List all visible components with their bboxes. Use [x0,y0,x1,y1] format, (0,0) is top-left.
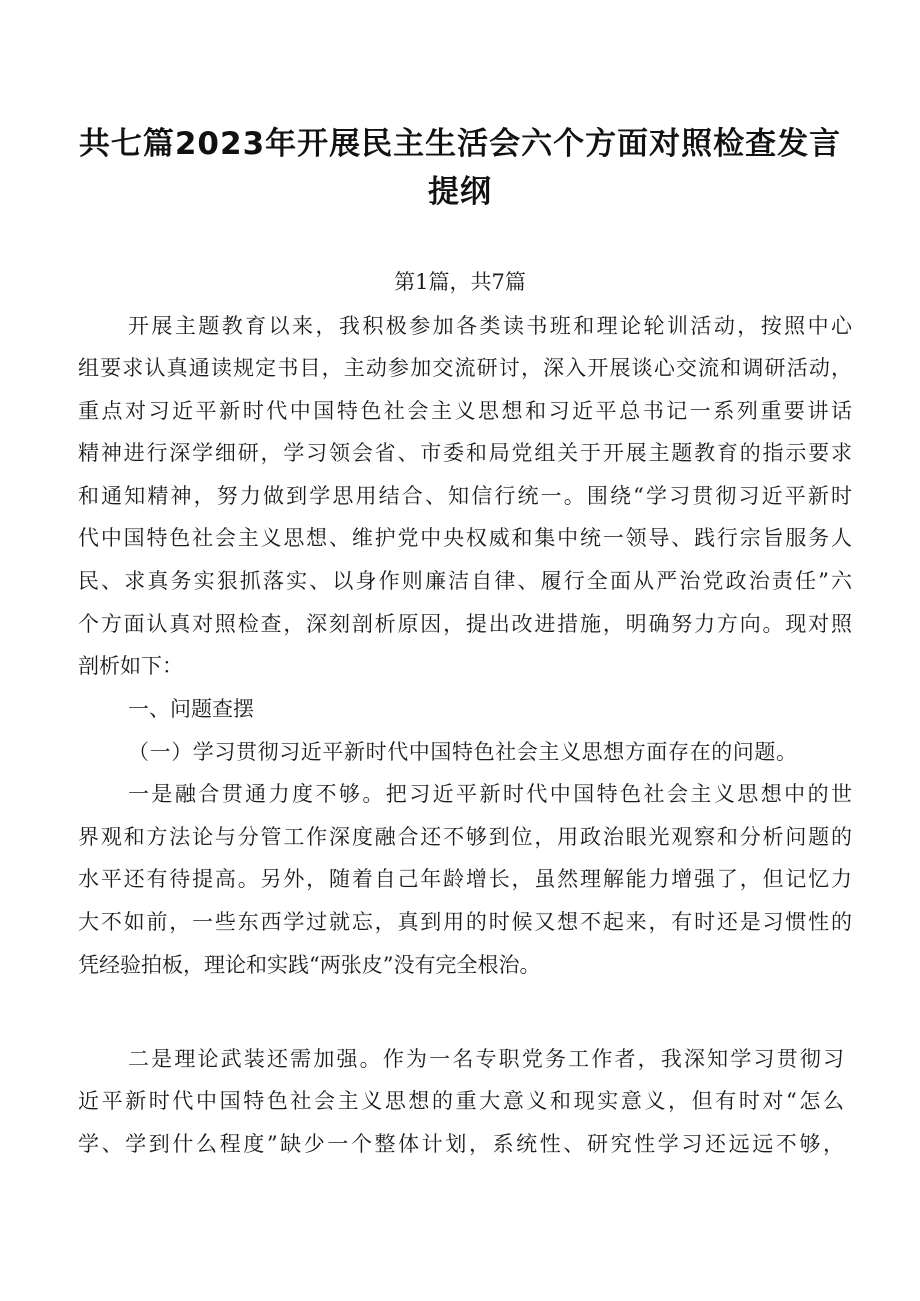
text-line: 水平还有待提高。另外，随着自己年龄增长，虽然理解能力增强了，但记忆力 [78,867,852,891]
text-line: 代中国特色社会主义思想、维护党中央权威和集中统一领导、践行宗旨服务人 [78,526,852,550]
subsection-heading: （一）学习贯彻习近平新时代中国特色社会主义思想方面存在的问题。 [128,740,798,764]
text-line: 一是融合贯通力度不够。把习近平新时代中国特色社会主义思想中的世 [128,782,852,806]
text-line: 组要求认真通读规定书目，主动参加交流研讨，深入开展谈心交流和调研活动， [78,356,852,380]
text-line: 民、求真务实狠抓落实、以身作则廉洁自律、履行全面从严治党政治责任”六 [78,569,852,593]
text-line: 和通知精神，努力做到学思用结合、知信行统一。围绕“学习贯彻习近平新时 [78,484,852,508]
document-title-line-2: 提纲 [428,174,492,210]
text-line: 二是理论武装还需加强。作为一名专职党务工作者，我深知学习贯彻习 [128,1047,844,1071]
text-line: 个方面认真对照检查，深刻剖析原因，提出改进措施，明确努力方向。现对照 [78,612,852,636]
text-line: 重点对习近平新时代中国特色社会主义思想和习近平总书记一系列重要讲话 [78,399,852,423]
document-title-line-1: 共七篇2023年开展民主生活会六个方面对照检查发言 [78,126,842,162]
text-line: 学、学到什么程度”缺少一个整体计划，系统性、研究性学习还远远不够， [78,1132,844,1156]
text-line: 开展主题教育以来，我积极参加各类读书班和理论轮训活动，按照中心 [128,314,852,338]
text-line: 精神进行深学细研，学习领会省、市委和局党组关于开展主题教育的指示要求 [78,441,852,465]
text-line: 凭经验拍板，理论和实践“两张皮”没有完全根治。 [78,953,541,977]
text-line: 大不如前，一些东西学过就忘，真到用的时候又想不起来，有时还是习惯性的 [78,910,852,934]
part-indicator: 第1篇，共7篇 [394,270,526,294]
text-line: 界观和方法论与分管工作深度融合还不够到位，用政治眼光观察和分析问题的 [78,825,852,849]
text-line: 剖析如下： [78,654,183,678]
text-line: 近平新时代中国特色社会主义思想的重大意义和现实意义，但有时对“怎么 [78,1089,844,1113]
section-heading: 一、问题查摆 [128,697,254,721]
